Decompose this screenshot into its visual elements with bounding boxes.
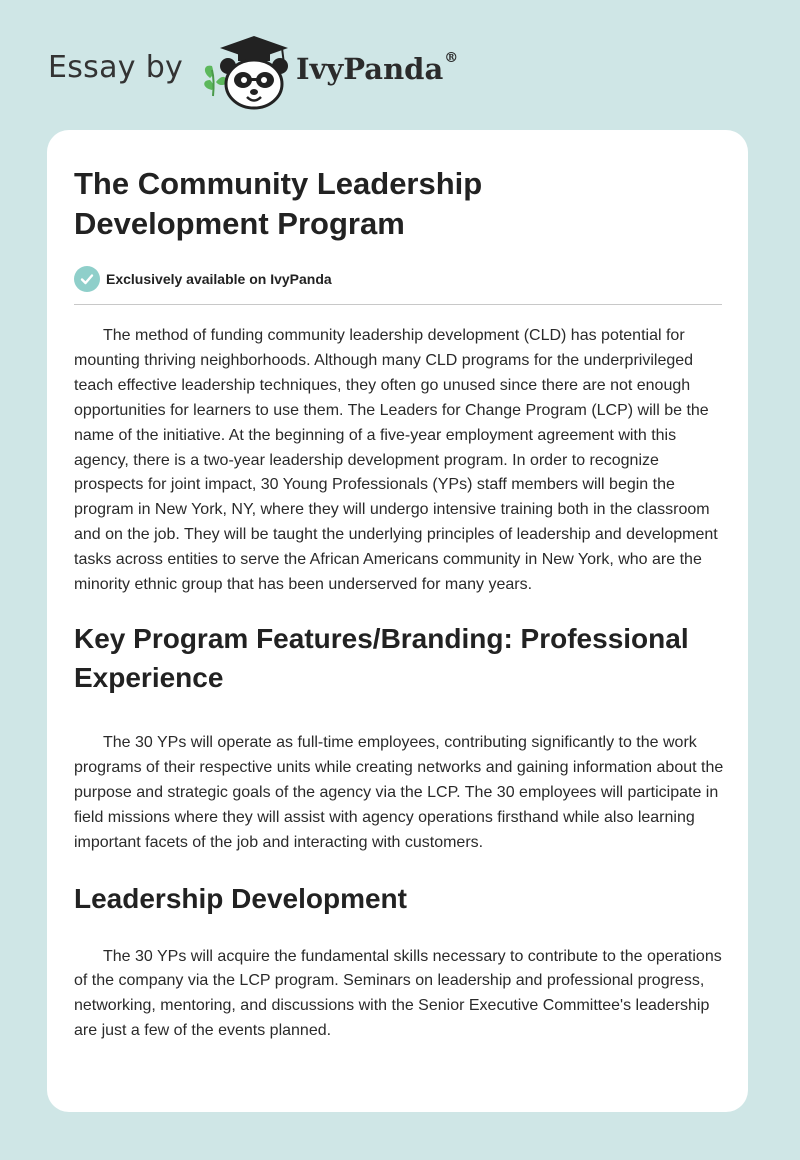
panda-graduate-logo-icon[interactable] xyxy=(200,32,290,112)
paragraph-leadership-development: The 30 YPs will acquire the fundamental skills necessary to contribute to the operations of the company via the LCP program. Seminars on leadership and professional progress, networking, mentoring, and discussions with the Senior Executive Committee's leadership are just a few of the events planned. xyxy=(74,947,722,1040)
registered-mark: ® xyxy=(444,50,459,66)
section-heading-leadership-development: Leadership Development xyxy=(74,882,407,914)
section-heading-key-features: Key Program Features/Branding: Professional Experience xyxy=(74,622,689,693)
check-circle-icon xyxy=(74,266,100,292)
essay-content xyxy=(74,164,724,1044)
exclusive-label: Exclusively available on IvyPanda xyxy=(106,271,332,287)
paragraph-intro: The method of funding community leadership development (CLD) has potential for mounting thriving neighborhoods. Although many CLD programs for the underprivileged teach effective leadership techniques, they often go unused since there are not enough opportunities for learners to use them. The Leaders for Change Program (LCP) will be the name of the initiative. At the beginning of a five-year employment agreement with this agency, there is a two-year leadership development program. In order to recognize prospects for joint impact, 30 Young Professionals (YPs) staff members will begin the program in New York, NY, where they will undergo intensive training both in the classroom and on the job. They will be taught the underlying principles of leadership and development tasks across entities to serve the African Americans community in New York, who are the minority ethnic group that has been underserved for many years. xyxy=(74,327,718,594)
essay-card xyxy=(47,130,748,1112)
title-line-1: The Community Leadership xyxy=(74,166,483,201)
page-title xyxy=(74,164,724,244)
essay-by-label: Essay by xyxy=(48,50,184,85)
brand-name[interactable] xyxy=(296,52,458,86)
title-line-2: Development Program xyxy=(74,206,405,241)
site-header xyxy=(48,32,548,112)
divider xyxy=(74,304,722,305)
brand-text: IvyPanda xyxy=(296,52,444,86)
paragraph-professional-experience: The 30 YPs will operate as full-time employees, contributing significantly to the work programs of their respective units while creating networks and gaining information about the purpose and strategic goals of the agency via the LCP. The 30 employees will participate in field missions where they will assist with agency operations firsthand while also learning important facets of the job and interacting with customers. xyxy=(74,733,724,851)
exclusive-badge xyxy=(74,266,724,292)
